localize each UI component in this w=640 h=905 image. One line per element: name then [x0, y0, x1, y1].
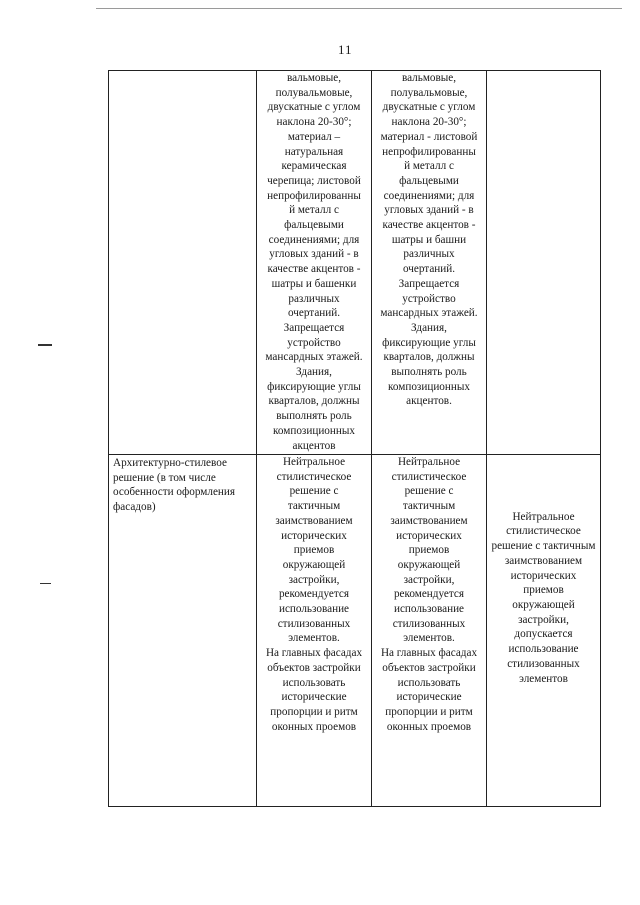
- table-cell: [487, 71, 601, 455]
- table-cell: [372, 71, 487, 455]
- table-cell: [372, 455, 487, 807]
- top-scan-rule: [96, 8, 622, 9]
- cell-text: вальмовые, полувальмовые, двускатные с углом наклона 20-30°; материал – натуральная керамическая черепица; листовой непрофилированны й металл с фальцевыми соединениями; для угловых зданий - в качестве акцентов - шатры и башенки различных очертаний. Запрещается устройство мансардных этажей. Здания, фиксирующие углы кварталов, должны выполнять роль композиционных акцентов: [265, 72, 363, 452]
- table-row: [109, 455, 601, 807]
- row-label-cell: [109, 455, 257, 807]
- cell-text: Нейтральное стилистическое решение с тактичным заимствованием исторических приемов окружающей застройки, рекомендуется использование стилизованных элементов. На главных фасадах объектов застройки использовать исторические пропорции и ритм оконных проемов: [380, 456, 478, 733]
- row-label: Архитектурно-стилевое решение (в том числе особенности оформления фасадов): [113, 457, 236, 514]
- table-row: [109, 71, 601, 455]
- cell-text: вальмовые, полувальмовые, двускатные с углом наклона 20-30°; материал - листовой непрофилированны й металл с фальцевыми соединениями; для угловых зданий - в качестве акцентов - шатры и башни различных очертаний. Запрещается устройство мансардных этажей. Здания, фиксирующие углы кварталов, должны выполнять роль композиционных акцентов.: [380, 72, 478, 408]
- table-cell: [257, 71, 372, 455]
- margin-mark: [38, 344, 52, 346]
- page-number: 11: [338, 42, 353, 57]
- table-cell: [487, 455, 601, 807]
- cell-text: Нейтральное стилистическое решение с тактичным заимствованием исторических приемов окружающей застройки, допускается использование стилизованных элементов: [491, 510, 596, 685]
- table-cell: [257, 455, 372, 807]
- cell-text: [110, 71, 255, 72]
- table-cell: [109, 71, 257, 455]
- margin-mark: [40, 583, 51, 584]
- regulations-table: [108, 70, 601, 807]
- cell-text: Нейтральное стилистическое решение с тактичным заимствованием исторических приемов окружающей застройки, рекомендуется использование стилизованных элементов. На главных фасадах объектов застройки использовать исторические пропорции и ритм оконных проемов: [265, 456, 363, 733]
